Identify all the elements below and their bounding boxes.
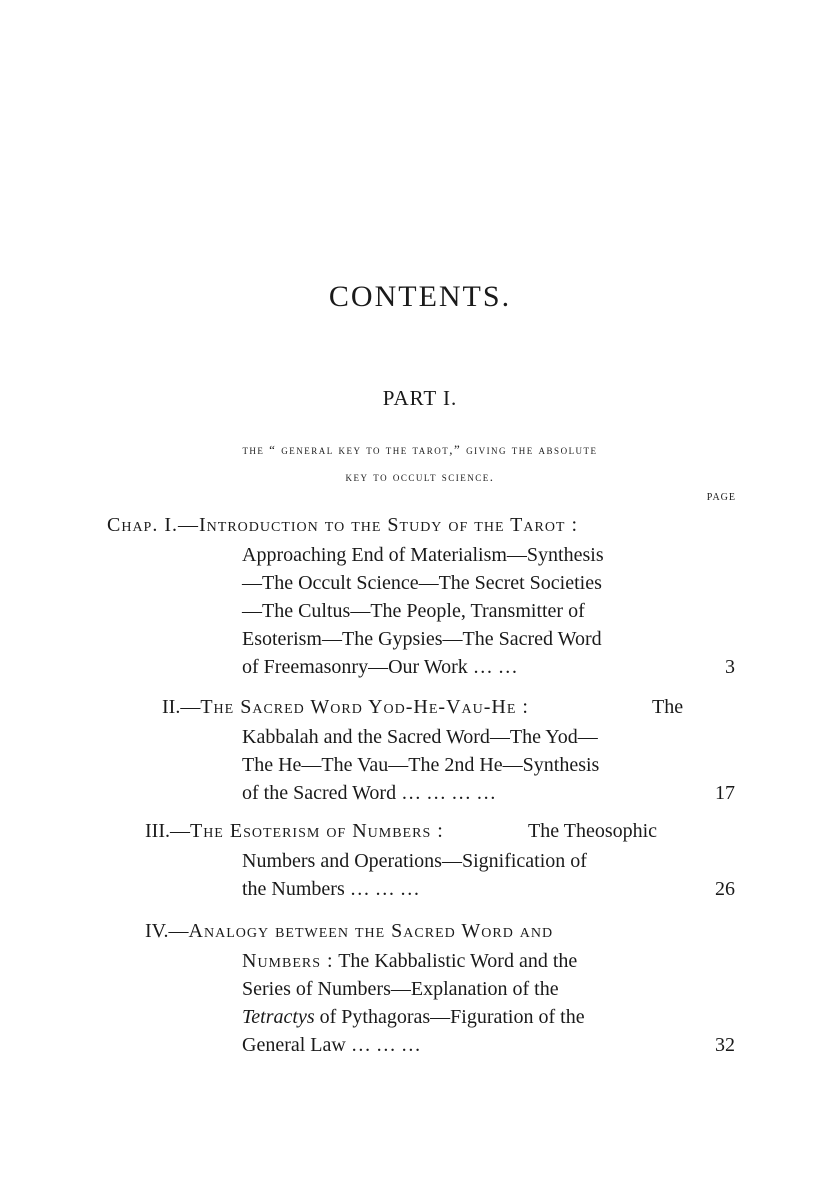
chapter-2-heading [162,692,529,722]
chapter-2-page: 17 [715,782,735,804]
chapter-4-line-1-rest: The Kabbalistic Word and the [338,950,578,972]
chapter-3-heading-tail: The Theosophic [528,820,658,842]
chapter-4-line-1-caps: Numbers : [242,950,334,972]
chapter-2-heading-tail: The [652,696,684,718]
chapter-3-heading [145,816,444,846]
chapter-3-page: 26 [715,878,735,900]
chapter-2-line-1: Kabbalah and the Sacred Word—The Yod— [242,726,598,748]
page-column-label: PAGE [706,492,736,503]
chapter-4-page: 32 [715,1034,735,1056]
chapter-1-title: Introduction to the Study of the Tarot : [199,514,579,536]
chapter-4-line-2: Series of Numbers—Explanation of the [242,978,559,1000]
chapter-4-title: Analogy between the Sacred Word and [188,920,554,942]
chapter-4-heading [145,916,553,946]
chapter-4-line-1 [242,946,577,976]
part-subtitle [100,436,740,490]
chapter-3-title: The Esoterism of Numbers : [189,820,444,842]
page-title: CONTENTS. [328,280,512,313]
chapter-3-number: III.— [145,820,190,842]
chapter-3-line-2: the Numbers … … … [242,878,420,900]
chapter-1-line-4: Esoterism—The Gypsies—The Sacred Word [242,628,602,650]
part-subtitle-line-2: key to occult science. [345,469,495,484]
chapter-1-heading [107,510,578,540]
chapter-1-line-3: —The Cultus—The People, Transmitter of [242,600,585,622]
chapter-1-page: 3 [725,656,735,678]
chapter-2-line-2: The He—The Vau—The 2nd He—Synthesis [242,754,600,776]
chapter-4-tetractys: Tetractys [242,1006,315,1028]
chapter-2-number: II.— [162,696,201,718]
part-subtitle-line-1: the “ general key to the tarot,” giving the absolute [242,442,598,457]
chapter-4-line-3-rest: of Pythagoras—Figuration of the [319,1006,585,1028]
chapter-2-title: The Sacred Word Yod-He-Vau-He : [200,696,529,718]
part-title: PART I. [382,386,458,410]
chapter-4-line-3 [242,1002,585,1032]
chapter-3-line-1: Numbers and Operations—Signification of [242,850,587,872]
chapter-1-line-5: of Freemasonry—Our Work … … [242,656,518,678]
chapter-2-line-3: of the Sacred Word … … … … [242,782,497,804]
chapter-4-line-4: General Law … … … [242,1034,421,1056]
chapter-1-line-2: —The Occult Science—The Secret Societies [242,572,602,594]
chapter-1-line-1: Approaching End of Materialism—Synthesis [242,544,604,566]
chapter-1-number: Chap. I.— [107,514,200,536]
chapter-4-number: IV.— [145,920,189,942]
